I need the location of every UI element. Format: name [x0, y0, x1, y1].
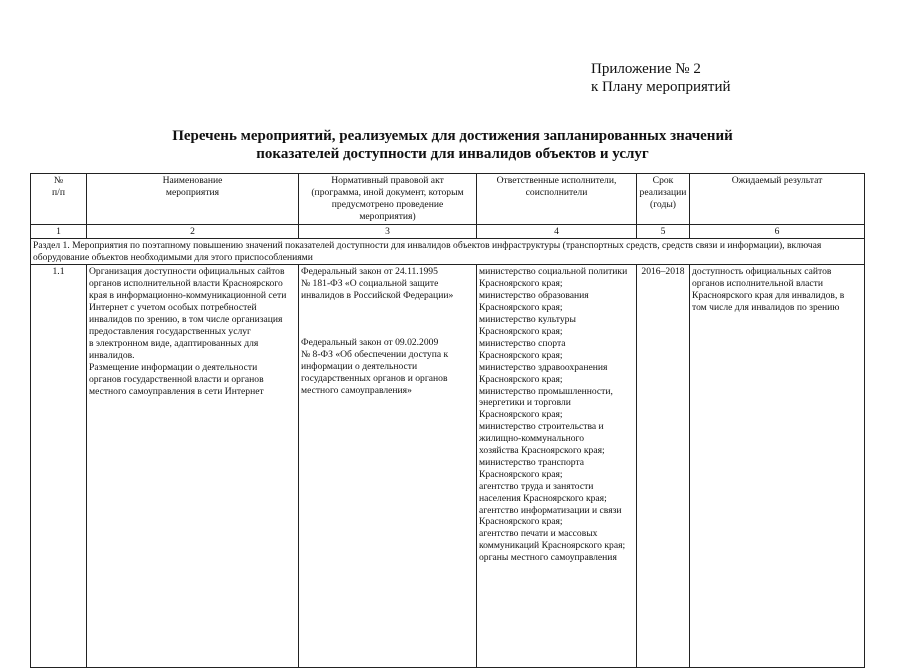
period-cell: 2016–2018 [637, 265, 690, 668]
row-number: 1.1 [31, 265, 87, 668]
executors-cell: министерство социальной политики Красноярского края; министерство образования Красноярского края; министерство культуры Красноярского края; министерство спорта Красноярского края; министерство здравоохранения Красноярского края; министерство промышленности, энергетики и торговли Красноярского края; министерство строительства и жилищно-коммунального хозяйства Красноярского края; министерство транспорта Красноярского края; агентство труда и занятости населения Красноярского края; агентство информатизации и связи Красноярского края; агентство печати и массовых коммуникаций Красноярского края; органы местного самоуправления [477, 265, 637, 668]
document-title [0, 127, 905, 163]
header-number: № п/п [31, 174, 87, 225]
header-measure: Наименование мероприятия [87, 174, 299, 225]
column-number: 1 [31, 224, 87, 238]
header-legal-act: Нормативный правовой акт (программа, иной документ, которым предусмотрено проведение мероприятия) [299, 174, 477, 225]
column-number-row [31, 224, 865, 238]
section-row [31, 238, 865, 265]
header-period: Срок реализации (годы) [637, 174, 690, 225]
title-line-2: показателей доступности для инвалидов объектов и услуг [256, 146, 649, 162]
appendix-reference: к Плану мероприятий [591, 79, 731, 95]
measure-cell [87, 265, 299, 668]
legal-act-cell [299, 265, 477, 668]
header-result: Ожидаемый результат [690, 174, 865, 225]
section-title: Раздел 1. Мероприятия по поэтапному повышению значений показателей доступности для инвалидов объектов инфраструктуры (транспортных средств, средств связи и информации), включая оборудование объектов необходимыми для этого приспособлениями [31, 238, 865, 265]
title-line-1: Перечень мероприятий, реализуемых для достижения запланированных значений [172, 128, 733, 144]
appendix-number: Приложение № 2 [591, 61, 701, 77]
measure-text-1: Организация доступности официальных сайтов органов исполнительной власти Красноярского края в информационно-коммуникационной сети Интернет с учетом особых потребностей инвалидов по зрению, в том числе организация предоставления государственных услуг в электронном виде, адаптированных для инвалидов. [89, 266, 287, 361]
column-number: 2 [87, 224, 299, 238]
header-executors: Ответственные исполнители, соисполнители [477, 174, 637, 225]
measures-table [30, 173, 865, 668]
table-row [31, 265, 865, 668]
measure-text-2: Размещение информации о деятельности органов государственной власти и органов местного самоуправления в сети Интернет [89, 361, 264, 397]
column-number: 3 [299, 224, 477, 238]
table-header-row [31, 174, 865, 225]
legal-act-1: Федеральный закон от 24.11.1995 № 181-ФЗ «О социальной защите инвалидов в Российской Федерации» [301, 266, 454, 302]
column-number: 5 [637, 224, 690, 238]
appendix-caption [591, 60, 731, 96]
result-cell: доступность официальных сайтов органов исполнительной власти Красноярского края для инвалидов, в том числе для инвалидов по зрению [690, 265, 865, 668]
spacer [301, 302, 474, 337]
legal-act-2: Федеральный закон от 09.02.2009 № 8-ФЗ «Об обеспечении доступа к информации о деятельности государственных органов и органов местного самоуправления» [301, 337, 449, 396]
column-number: 6 [690, 224, 865, 238]
column-number: 4 [477, 224, 637, 238]
